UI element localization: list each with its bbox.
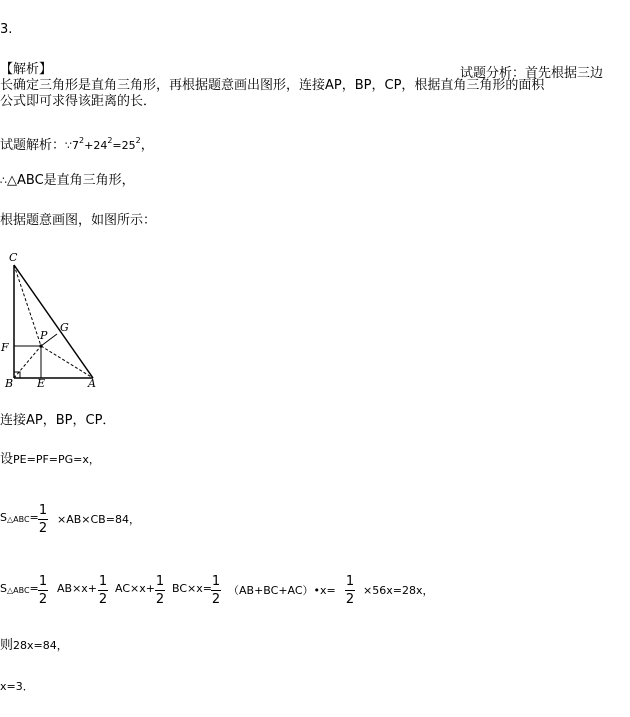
area1-den: 2 (38, 521, 48, 536)
triangle-statement-line (0, 173, 135, 189)
label-f: F (1, 341, 9, 354)
term-plus-24: +24 (84, 139, 108, 152)
exponent-1: 2 (79, 136, 85, 145)
connect-statement: 连接AP，BP，CP． (0, 413, 116, 428)
area2-term-5: ×56x=28x， (363, 584, 434, 597)
segment-cp (14, 265, 41, 346)
side-ca (14, 265, 93, 378)
then-rest: 28x=84， (13, 639, 68, 652)
then-statement (0, 638, 68, 654)
label-p: P (40, 329, 48, 342)
draw-statement: 根据题意画图，如图所示： (0, 213, 157, 228)
area1-eq: = (29, 511, 39, 524)
analysis-heading: 【解析】 (0, 62, 53, 77)
area1-s: S△ABC= (0, 511, 39, 524)
segment-bp (14, 346, 41, 378)
area2-term-4: （AB+BC+AC）•x= (228, 584, 336, 597)
area1-num: 1 (38, 503, 48, 518)
then-prefix: 则 (0, 638, 14, 653)
area2-fraction-1: 1 2 (38, 574, 48, 607)
solution-equation (0, 133, 154, 154)
geometry-figure (0, 250, 120, 390)
area2-fraction-5: 1 2 (345, 574, 355, 607)
set-statement (0, 452, 100, 468)
area2-term-1: AB×x+ (57, 582, 98, 595)
term-seven: 7 (72, 139, 80, 152)
because-symbol: ∵ (65, 139, 73, 152)
therefore-symbol: ∴ (0, 174, 7, 187)
area1-rest: ×AB×CB=84， (57, 513, 140, 526)
label-a: A (88, 377, 96, 390)
area2-sub: △ABC (6, 586, 30, 595)
analysis-right-text: 试题分析：首先根据三边 (460, 66, 604, 81)
set-rest: PE=PF=PG=x， (13, 453, 100, 466)
label-b: B (5, 377, 14, 390)
question-number: 3. (0, 22, 13, 37)
segment-ap (41, 346, 93, 378)
area2-eq: = (29, 582, 39, 595)
area2-s: S△ABC= (0, 582, 39, 595)
area2-term-3: BC×x= (172, 582, 212, 595)
analysis-line-2: 长确定三角形是直角三角形，再根据题意画出图形，连接AP，BP，CP，根据直角三角形的面积 (0, 78, 545, 93)
area2-fraction-2: 1 2 (98, 574, 108, 607)
label-g: G (60, 321, 69, 334)
area2-fraction-3: 1 2 (155, 574, 165, 607)
area1-fraction (37, 502, 49, 537)
label-e: E (37, 377, 46, 390)
term-eq-25: =25 (112, 139, 136, 152)
exponent-2: 2 (107, 136, 113, 145)
point-p (39, 344, 42, 347)
solution-prefix: 试题解析： (0, 138, 66, 153)
set-prefix: 设 (0, 452, 14, 467)
area1-sub: △ABC (6, 515, 30, 524)
exponent-3: 2 (135, 136, 141, 145)
area2-term-2: AC×x+ (115, 582, 155, 595)
triangle-statement: △ABC是直角三角形， (7, 173, 135, 188)
area2-fraction-4: 1 2 (211, 574, 221, 607)
label-c: C (9, 251, 18, 264)
result: x=3． (0, 680, 34, 693)
analysis-line-3: 公式即可求得该距离的长． (0, 94, 157, 109)
solution-end: ， (140, 138, 154, 153)
